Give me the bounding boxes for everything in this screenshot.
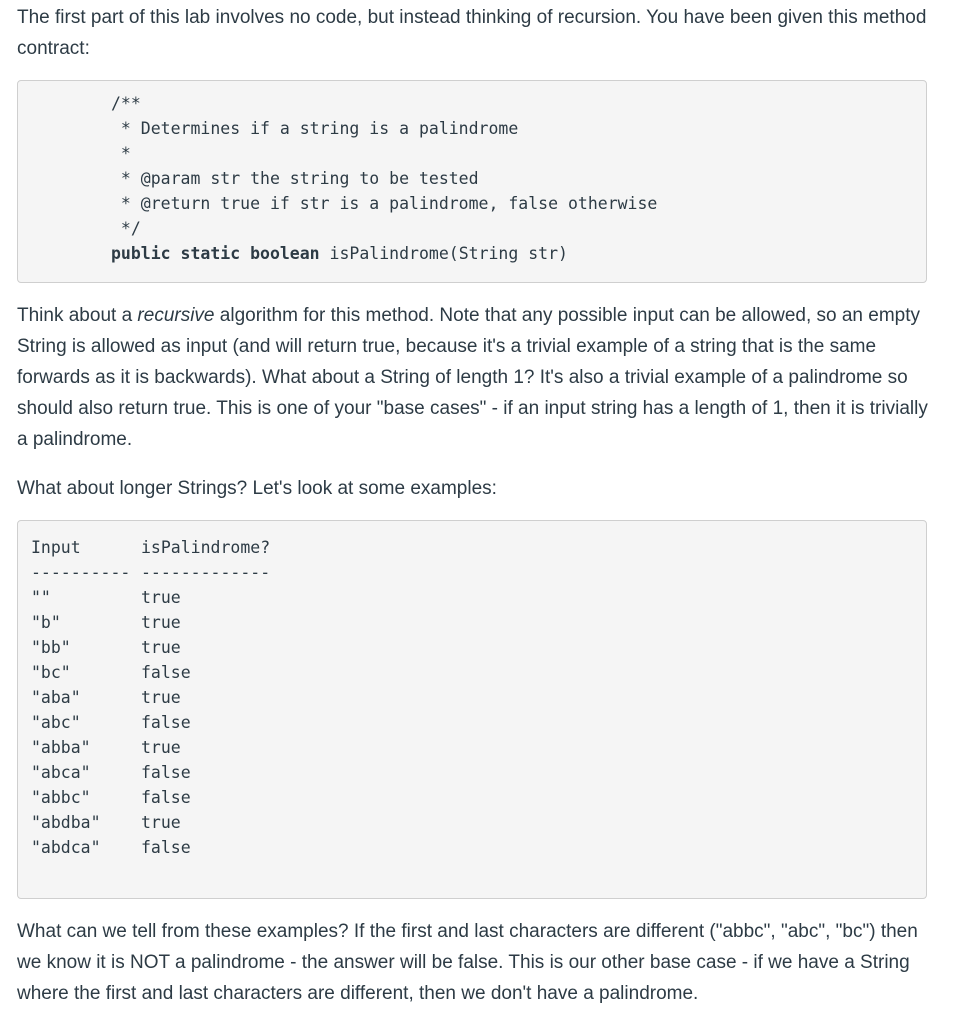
table-row: [31, 660, 270, 685]
discussion-text-rest: algorithm for this method. Note that any possible input can be allowed, so an empty String is allowed as input (and will return true, because it's a trivial example of a string that is the same forwards as it is backwards). What about a String of length 1? It's also a trivial example of a palindrome so should also return true. This is one of your "base cases" - if an input string has a length of 1, then it is trivially a palindrome.: [17, 305, 928, 450]
code-line: * Determines if a string is a palindrome: [111, 119, 519, 138]
table-header-row: [31, 535, 270, 560]
intro-paragraph: The first part of this lab involves no code, but instead thinking of recursion. You have been given this method contract:: [17, 7, 927, 59]
discussion-text-start: Think about a: [17, 305, 138, 326]
signature-name: isPalindrome(String str): [319, 244, 568, 263]
row-input: "abba": [31, 738, 91, 757]
method-signature-line: [111, 241, 657, 266]
row-output: true: [141, 613, 181, 632]
row-input: "b": [31, 613, 61, 632]
table-row: [31, 710, 270, 735]
code-line: /**: [111, 94, 141, 113]
discussion-emphasis: recursive: [137, 305, 215, 326]
table-row: [31, 685, 270, 710]
method-contract-code-block: [17, 80, 927, 283]
row-output: false: [141, 713, 191, 732]
table-rows: [31, 585, 270, 860]
examples-intro-paragraph: What about longer Strings? Let's look at some examples:: [17, 478, 497, 499]
table-separator-row: [31, 560, 270, 585]
row-output: true: [141, 588, 181, 607]
table-row: [31, 610, 270, 635]
row-output: true: [141, 813, 181, 832]
examples-table-block: [17, 520, 927, 899]
row-output: true: [141, 688, 181, 707]
table-row: [31, 635, 270, 660]
examples-table: [31, 535, 270, 860]
row-input: "abdba": [31, 813, 101, 832]
table-row: [31, 810, 270, 835]
code-line: *: [111, 144, 131, 163]
row-input: "abdca": [31, 838, 101, 857]
discussion-paragraph: [17, 300, 935, 455]
row-input: "abc": [31, 713, 81, 732]
code-line: * @return true if str is a palindrome, false otherwise: [111, 194, 658, 213]
code-line: */: [111, 219, 141, 238]
row-output: false: [141, 838, 191, 857]
signature-keywords: public static boolean: [111, 244, 320, 263]
row-output: true: [141, 638, 181, 657]
separator-output: -------------: [141, 563, 271, 582]
conclusion-paragraph: What can we tell from these examples? If the first and last characters are different ("abbc", "abc", "bc") then we know it is NOT a palindrome - the answer will be false. This is our other base case - if we have a String where the first and last characters are different, then we don't have a palindrome.: [17, 921, 918, 1004]
table-row: [31, 785, 270, 810]
row-output: true: [141, 738, 181, 757]
table-row: [31, 835, 270, 860]
row-input: "bc": [31, 663, 71, 682]
row-input: "abca": [31, 763, 91, 782]
row-output: false: [141, 788, 191, 807]
row-output: false: [141, 763, 191, 782]
table-row: [31, 735, 270, 760]
separator-input: ----------: [31, 563, 131, 582]
table-row: [31, 760, 270, 785]
row-input: "abbc": [31, 788, 91, 807]
header-input: Input: [31, 538, 81, 557]
row-input: "": [31, 588, 51, 607]
row-input: "bb": [31, 638, 71, 657]
method-contract-code: [111, 91, 657, 266]
header-output: isPalindrome?: [141, 538, 271, 557]
row-input: "aba": [31, 688, 81, 707]
table-row: [31, 585, 270, 610]
row-output: false: [141, 663, 191, 682]
code-line: * @param str the string to be tested: [111, 169, 479, 188]
